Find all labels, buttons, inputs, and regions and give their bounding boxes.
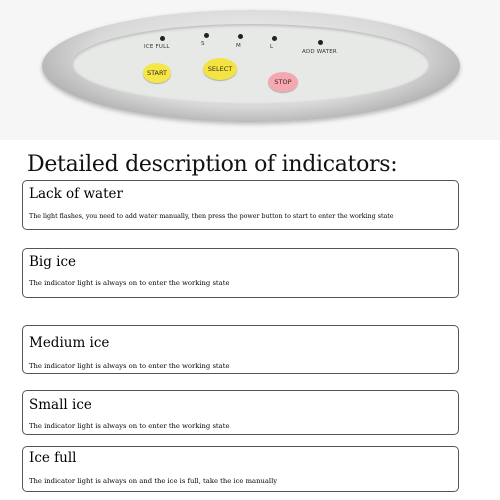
indicator-description: The light flashes, you need to add water manually, then press the power button to start to enter the working state [29,213,394,220]
indicator-box-big-ice [22,248,459,298]
indicator-box-ice-full [22,446,459,492]
indicator-description: The indicator light is always on and the ice is full, take the ice manually [29,477,278,485]
add-water-led-icon [318,40,323,45]
indicator-box-small-ice [22,390,459,435]
indicator-description: The indicator light is always on to enter the working state [29,279,230,287]
size-m-label: M [236,43,241,49]
indicator-description: The indicator light is always on to enter the working state [29,362,230,370]
indicator-box-lack-of-water [22,180,459,230]
panel-face [72,24,430,104]
select-button: SELECT [203,58,237,80]
size-l-label: L [270,44,274,50]
indicator-box-medium-ice [22,325,459,374]
indicator-description: The indicator light is always on to enter the working state [29,422,230,430]
size-l-led-icon [272,36,277,41]
stop-button: STOP [268,72,298,92]
page-title: Detailed description of indicators: [27,152,398,177]
start-button: START [143,63,171,83]
ice-full-led-icon [160,36,165,41]
indicator-title: Ice full [29,450,77,466]
size-s-led-icon [204,33,209,38]
indicator-title: Medium ice [29,335,110,351]
size-m-led-icon [238,34,243,39]
add-water-label: ADD WATER [302,49,337,55]
indicator-title: Small ice [29,397,92,413]
indicator-title: Big ice [29,254,77,270]
ice-full-label: ICE FULL [144,44,170,50]
indicator-title: Lack of water [29,186,123,202]
size-s-label: S [201,41,205,47]
control-panel-photo [0,0,500,140]
